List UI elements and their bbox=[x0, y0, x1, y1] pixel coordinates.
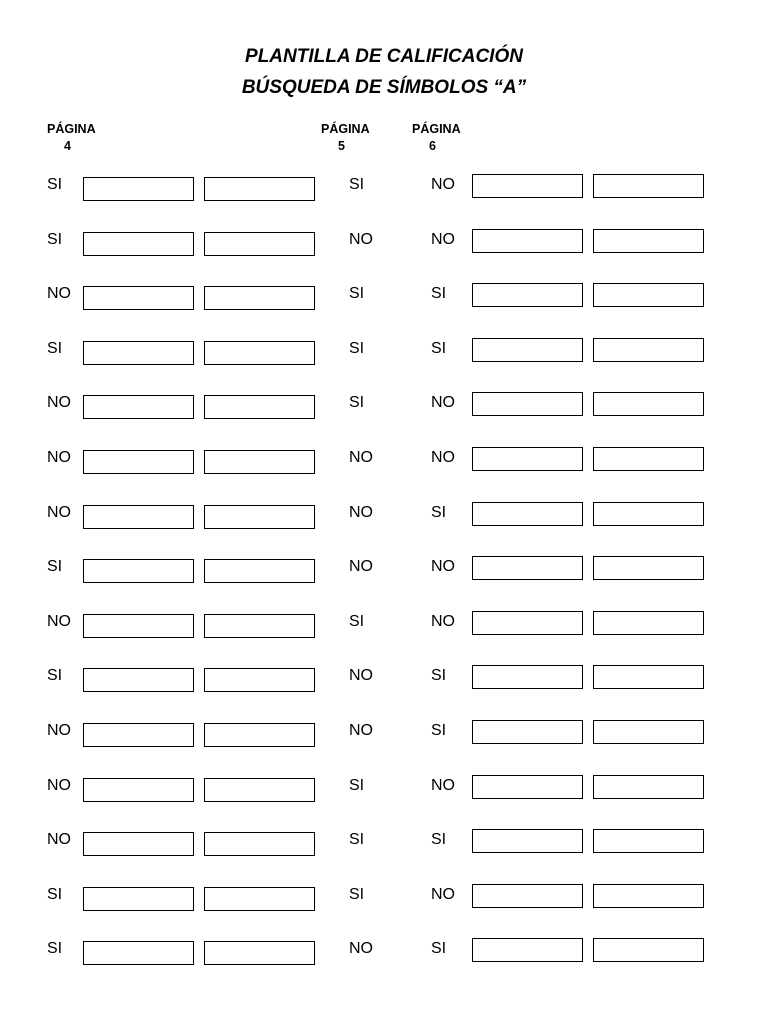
page-5-answer: SI bbox=[349, 831, 365, 848]
page-4-answer: SI bbox=[47, 886, 63, 903]
page-4-score-box-1[interactable] bbox=[83, 341, 194, 365]
title-line-2: BÚSQUEDA DE SÍMBOLOS “A” bbox=[241, 77, 527, 98]
page-6-answer: SI bbox=[431, 667, 447, 684]
page-6-score-box-2[interactable] bbox=[593, 611, 704, 635]
page-6-score-box-2[interactable] bbox=[593, 556, 704, 580]
page-4-score-box-2[interactable] bbox=[204, 450, 315, 474]
page-6-score-box-1[interactable] bbox=[472, 502, 583, 526]
page-6-score-box-1[interactable] bbox=[472, 775, 583, 799]
page-5-answer: NO bbox=[349, 231, 373, 248]
page-4-score-box-2[interactable] bbox=[204, 614, 315, 638]
page-4-score-box-1[interactable] bbox=[83, 505, 194, 529]
page-4-score-box-1[interactable] bbox=[83, 941, 194, 965]
page-6-answer: SI bbox=[431, 285, 447, 302]
page-5-answer: SI bbox=[349, 394, 365, 411]
page-6-answer: NO bbox=[431, 449, 455, 466]
page-4-answer: NO bbox=[47, 449, 71, 466]
page-4-score-box-2[interactable] bbox=[204, 505, 315, 529]
page-6-header bbox=[412, 121, 461, 155]
page-4-score-box-2[interactable] bbox=[204, 941, 315, 965]
page-4-answer: NO bbox=[47, 831, 71, 848]
title-line-1: PLANTILLA DE CALIFICACIÓN bbox=[245, 46, 523, 67]
page-4-score-box-2[interactable] bbox=[204, 723, 315, 747]
page-6-score-box-1[interactable] bbox=[472, 229, 583, 253]
page-4-answer: NO bbox=[47, 722, 71, 739]
page-4-score-box-2[interactable] bbox=[204, 832, 315, 856]
page-4-score-box-1[interactable] bbox=[83, 614, 194, 638]
page-6-score-box-1[interactable] bbox=[472, 338, 583, 362]
page-4-answer: NO bbox=[47, 285, 71, 302]
page-4-answer: NO bbox=[47, 777, 71, 794]
page-4-score-box-1[interactable] bbox=[83, 832, 194, 856]
page-6-answer: SI bbox=[431, 831, 447, 848]
page-6-score-box-2[interactable] bbox=[593, 502, 704, 526]
page-6-score-box-1[interactable] bbox=[472, 665, 583, 689]
page-4-score-box-2[interactable] bbox=[204, 395, 315, 419]
page-6-answer: NO bbox=[431, 886, 455, 903]
page-5-answer: SI bbox=[349, 176, 365, 193]
page-5-answer: SI bbox=[349, 886, 365, 903]
page-6-score-box-2[interactable] bbox=[593, 884, 704, 908]
page-4-score-box-1[interactable] bbox=[83, 887, 194, 911]
page-4-score-box-2[interactable] bbox=[204, 341, 315, 365]
page-4-answer: NO bbox=[47, 394, 71, 411]
page-4-score-box-1[interactable] bbox=[83, 723, 194, 747]
page-4-score-box-1[interactable] bbox=[83, 177, 194, 201]
page-4-score-box-2[interactable] bbox=[204, 286, 315, 310]
page-5-answer: SI bbox=[349, 340, 365, 357]
page-4-score-box-2[interactable] bbox=[204, 887, 315, 911]
page-5-number: 5 bbox=[338, 139, 345, 153]
page-5-answer: NO bbox=[349, 504, 373, 521]
page-4-score-box-1[interactable] bbox=[83, 778, 194, 802]
page-5-answer: NO bbox=[349, 558, 373, 575]
page-5-answer: NO bbox=[349, 940, 373, 957]
page-6-answer: SI bbox=[431, 340, 447, 357]
page-4-label: PÁGINA bbox=[47, 122, 96, 136]
page-4-score-box-2[interactable] bbox=[204, 232, 315, 256]
page-4-score-box-1[interactable] bbox=[83, 286, 194, 310]
page-4-answer: SI bbox=[47, 940, 63, 957]
page-4-answer: NO bbox=[47, 504, 71, 521]
page-4-score-box-1[interactable] bbox=[83, 232, 194, 256]
page-5-answer: SI bbox=[349, 285, 365, 302]
page-4-answer: SI bbox=[47, 340, 63, 357]
page-6-score-box-2[interactable] bbox=[593, 720, 704, 744]
page-6-score-box-1[interactable] bbox=[472, 611, 583, 635]
page-6-score-box-1[interactable] bbox=[472, 283, 583, 307]
page-4-score-box-2[interactable] bbox=[204, 668, 315, 692]
page-4-answer: SI bbox=[47, 176, 63, 193]
page-6-answer: NO bbox=[431, 231, 455, 248]
page-4-score-box-1[interactable] bbox=[83, 668, 194, 692]
page-6-score-box-1[interactable] bbox=[472, 556, 583, 580]
page-6-score-box-1[interactable] bbox=[472, 938, 583, 962]
page-5-answer: SI bbox=[349, 777, 365, 794]
page-6-score-box-2[interactable] bbox=[593, 665, 704, 689]
page-6-score-box-2[interactable] bbox=[593, 392, 704, 416]
page-4-answer: SI bbox=[47, 667, 63, 684]
page-6-score-box-2[interactable] bbox=[593, 338, 704, 362]
page-4-answer: SI bbox=[47, 231, 63, 248]
page-5-answer: NO bbox=[349, 449, 373, 466]
page-4-score-box-2[interactable] bbox=[204, 559, 315, 583]
page-6-score-box-2[interactable] bbox=[593, 775, 704, 799]
page-5-answer: SI bbox=[349, 613, 365, 630]
page-4-score-box-1[interactable] bbox=[83, 395, 194, 419]
page-6-score-box-2[interactable] bbox=[593, 283, 704, 307]
page-5-label: PÁGINA bbox=[321, 122, 370, 136]
page-6-answer: SI bbox=[431, 940, 447, 957]
page-6-score-box-1[interactable] bbox=[472, 392, 583, 416]
page-4-score-box-1[interactable] bbox=[83, 450, 194, 474]
page-6-answer: NO bbox=[431, 176, 455, 193]
page-6-score-box-1[interactable] bbox=[472, 174, 583, 198]
page-6-score-box-1[interactable] bbox=[472, 447, 583, 471]
page-4-score-box-1[interactable] bbox=[83, 559, 194, 583]
page-4-score-box-2[interactable] bbox=[204, 177, 315, 201]
page-6-number: 6 bbox=[429, 139, 436, 153]
page-6-score-box-1[interactable] bbox=[472, 884, 583, 908]
page-4-answer: NO bbox=[47, 613, 71, 630]
page-6-score-box-1[interactable] bbox=[472, 720, 583, 744]
page-6-answer: NO bbox=[431, 613, 455, 630]
page-4-number: 4 bbox=[64, 139, 71, 153]
page-4-header bbox=[47, 121, 96, 155]
page-6-answer: SI bbox=[431, 722, 447, 739]
page-4-answer: SI bbox=[47, 558, 63, 575]
page-4-score-box-2[interactable] bbox=[204, 778, 315, 802]
page-6-answer: NO bbox=[431, 394, 455, 411]
page-6-score-box-2[interactable] bbox=[593, 447, 704, 471]
page-6-answer: NO bbox=[431, 777, 455, 794]
page-6-score-box-1[interactable] bbox=[472, 829, 583, 853]
page-6-score-box-2[interactable] bbox=[593, 174, 704, 198]
page-6-label: PÁGINA bbox=[412, 122, 461, 136]
page-6-answer: NO bbox=[431, 558, 455, 575]
page-6-answer: SI bbox=[431, 504, 447, 521]
page-6-score-box-2[interactable] bbox=[593, 829, 704, 853]
page-6-score-box-2[interactable] bbox=[593, 938, 704, 962]
page-5-header bbox=[321, 121, 370, 155]
page-5-answer: NO bbox=[349, 722, 373, 739]
page-5-answer: NO bbox=[349, 667, 373, 684]
page-6-score-box-2[interactable] bbox=[593, 229, 704, 253]
